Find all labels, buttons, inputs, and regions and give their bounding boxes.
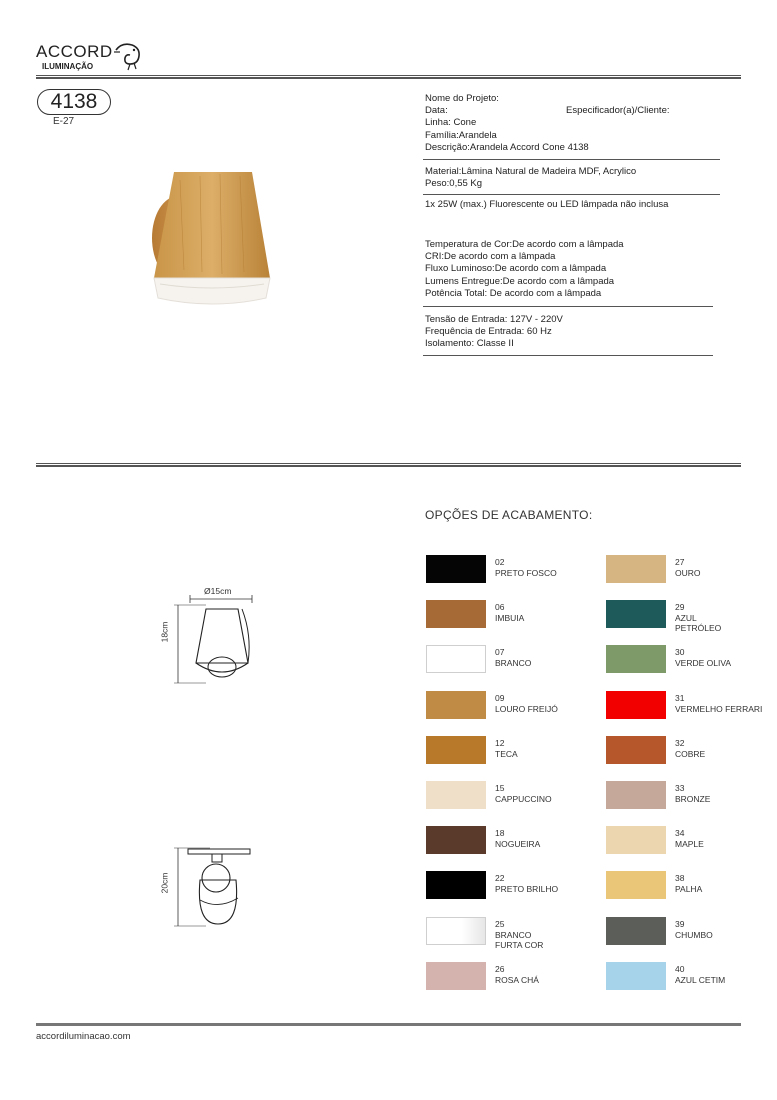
- finish-code: 06: [495, 602, 505, 612]
- finish-swatch-34: [606, 826, 666, 854]
- spec-description: Descrição:Arandela Accord Cone 4138: [425, 141, 589, 153]
- height-label-side: 20cm: [159, 872, 170, 894]
- spec-insulation: Isolamento: Classe II: [425, 338, 514, 350]
- finish-swatch-33: [606, 781, 666, 809]
- brand-subtitle: ILUMINAÇÃO: [42, 62, 94, 71]
- finishes-title: OPÇÕES DE ACABAMENTO:: [425, 508, 593, 522]
- finish-name: ROSA CHÁ: [495, 974, 539, 985]
- footer-rule: [36, 1023, 741, 1026]
- spec-luminous-flux: Fluxo Luminoso:De acordo com a lâmpada: [425, 263, 607, 275]
- footer-url[interactable]: accordiluminacao.com: [36, 1031, 131, 1042]
- finish-code: 15: [495, 783, 505, 793]
- finish-code: 27: [675, 557, 685, 567]
- finish-label-26: [495, 964, 539, 985]
- finish-swatch-27: [606, 555, 666, 583]
- spec-separator-1: [423, 159, 720, 160]
- technical-drawing-front: [160, 585, 270, 690]
- finish-name: BRONZE: [675, 793, 711, 804]
- specs-group-electrical: [425, 314, 563, 351]
- finish-name: CHUMBO: [675, 929, 713, 940]
- spec-lumens-delivered: Lumens Entregue:De acordo com a lâmpada: [425, 275, 615, 287]
- finish-label-18: [495, 828, 540, 849]
- finish-label-22: [495, 873, 558, 894]
- spec-separator-3: [423, 306, 713, 307]
- finish-code: 18: [495, 828, 505, 838]
- spec-lamp: 1x 25W (max.) Fluorescente ou LED lâmpada não inclusa: [425, 199, 669, 210]
- finish-label-29: [675, 602, 721, 634]
- finish-swatch-31: [606, 691, 666, 719]
- finish-code: 07: [495, 647, 505, 657]
- finish-swatch-25: [426, 917, 486, 945]
- specs-group-project: [425, 93, 589, 154]
- technical-drawing-side: [160, 840, 270, 930]
- specs-group-material: [425, 166, 636, 190]
- finish-swatch-12: [426, 736, 486, 764]
- finish-code: 09: [495, 693, 505, 703]
- brand-logo: [36, 42, 156, 78]
- spec-separator-4: [423, 355, 713, 356]
- spec-separator-2: [423, 194, 720, 195]
- finish-label-40: [675, 964, 725, 985]
- finish-name: VERDE OLIVA: [675, 657, 732, 668]
- finish-name: BRANCO: [495, 657, 532, 668]
- diameter-symbol: Ø: [204, 586, 211, 596]
- spec-material: Material:Lâmina Natural de Madeira MDF, Acrylico: [425, 166, 637, 177]
- finish-code: 25: [495, 919, 505, 929]
- finish-name: IMBUIA: [495, 612, 525, 623]
- finish-code: 02: [495, 557, 505, 567]
- specs-group-light: [425, 239, 624, 300]
- finish-swatch-07: [426, 645, 486, 673]
- lamp-drawing-side: [160, 840, 270, 930]
- finish-name: CAPPUCCINO: [495, 793, 552, 804]
- spec-specifier: Especificador(a)/Cliente:: [566, 105, 670, 116]
- finish-name: PRETO FOSCO: [495, 567, 557, 578]
- header-rule-top: [36, 75, 741, 76]
- finish-name: COBRE: [675, 748, 706, 759]
- finish-swatch-22: [426, 871, 486, 899]
- spec-date: Data:: [425, 105, 448, 117]
- lamp-drawing-front: [160, 585, 270, 690]
- finish-swatch-15: [426, 781, 486, 809]
- finish-label-33: [675, 783, 710, 804]
- socket-type: E-27: [53, 116, 75, 127]
- finish-code: 34: [675, 828, 685, 838]
- finish-name: FURTA COR: [495, 940, 544, 950]
- spec-input-frequency: Frequência de Entrada: 60 Hz: [425, 326, 552, 338]
- finish-code: 33: [675, 783, 685, 793]
- finish-code: 38: [675, 873, 685, 883]
- finish-code: 30: [675, 647, 685, 657]
- header-rule-bottom: [36, 77, 741, 79]
- finish-label-32: [675, 738, 705, 759]
- finish-code: 12: [495, 738, 505, 748]
- finish-swatch-30: [606, 645, 666, 673]
- finish-label-12: [495, 738, 518, 759]
- finish-name: PRETO BRILHO: [495, 883, 559, 894]
- section-rule-bottom: [36, 465, 741, 467]
- finish-swatch-26: [426, 962, 486, 990]
- finish-label-07: [495, 647, 531, 668]
- finish-label-27: [675, 557, 701, 578]
- finish-label-06: [495, 602, 524, 623]
- product-code-badge: [37, 89, 111, 115]
- finish-name: MAPLE: [675, 838, 704, 849]
- diameter-value: 15cm: [210, 586, 232, 596]
- spec-cri: CRI:De acordo com a lâmpada: [425, 251, 556, 263]
- finish-swatch-40: [606, 962, 666, 990]
- spec-project-name: Nome do Projeto:: [425, 93, 499, 104]
- finish-swatch-32: [606, 736, 666, 764]
- finish-swatch-02: [426, 555, 486, 583]
- finish-code: 39: [675, 919, 685, 929]
- spec-color-temperature: Temperatura de Cor:De acordo com a lâmpada: [425, 239, 624, 250]
- spec-input-voltage: Tensão de Entrada: 127V - 220V: [425, 314, 563, 325]
- finish-swatch-06: [426, 600, 486, 628]
- finish-code: 31: [675, 693, 685, 703]
- finish-name: VERMELHO FERRARI: [675, 703, 763, 714]
- finish-label-30: [675, 647, 731, 668]
- finish-code: 40: [675, 964, 685, 974]
- brand-name: ACCORD: [36, 42, 113, 61]
- finish-label-09: [495, 693, 558, 714]
- finish-code: 29: [675, 602, 685, 612]
- finish-label-25: [495, 919, 543, 951]
- finish-name: AZUL: [675, 612, 697, 623]
- height-label-front: 18cm: [159, 621, 170, 643]
- spec-weight: Peso:0,55 Kg: [425, 178, 483, 190]
- finish-swatch-38: [606, 871, 666, 899]
- finish-swatch-09: [426, 691, 486, 719]
- finish-name: AZUL CETIM: [675, 974, 726, 985]
- finish-name: NOGUEIRA: [495, 838, 541, 849]
- spec-family: Família:Arandela: [425, 129, 497, 141]
- specs-group-lamp: [425, 199, 668, 211]
- finish-code: 22: [495, 873, 505, 883]
- section-rule-top: [36, 463, 741, 464]
- finish-name: TECA: [495, 748, 518, 759]
- finish-swatch-18: [426, 826, 486, 854]
- spec-total-power: Potência Total: De acordo com a lâmpada: [425, 287, 602, 299]
- finish-name: OURO: [675, 567, 701, 578]
- product-code: 4138: [50, 90, 98, 113]
- finish-label-39: [675, 919, 713, 940]
- finish-code: 32: [675, 738, 685, 748]
- finish-label-02: [495, 557, 557, 578]
- finish-code: 26: [495, 964, 505, 974]
- spec-line: Linha: Cone: [425, 117, 477, 129]
- finish-label-34: [675, 828, 704, 849]
- finish-label-38: [675, 873, 702, 894]
- finish-label-31: [675, 693, 762, 714]
- finish-name: LOURO FREIJÓ: [495, 703, 558, 714]
- finish-name: PETRÓLEO: [675, 623, 722, 633]
- finish-swatch-29: [606, 600, 666, 628]
- product-photo: [140, 160, 290, 315]
- chameleon-logo-icon: [112, 40, 150, 76]
- finish-name: PALHA: [675, 883, 703, 894]
- finish-label-15: [495, 783, 552, 804]
- finish-swatch-39: [606, 917, 666, 945]
- finish-name: BRANCO: [495, 929, 532, 940]
